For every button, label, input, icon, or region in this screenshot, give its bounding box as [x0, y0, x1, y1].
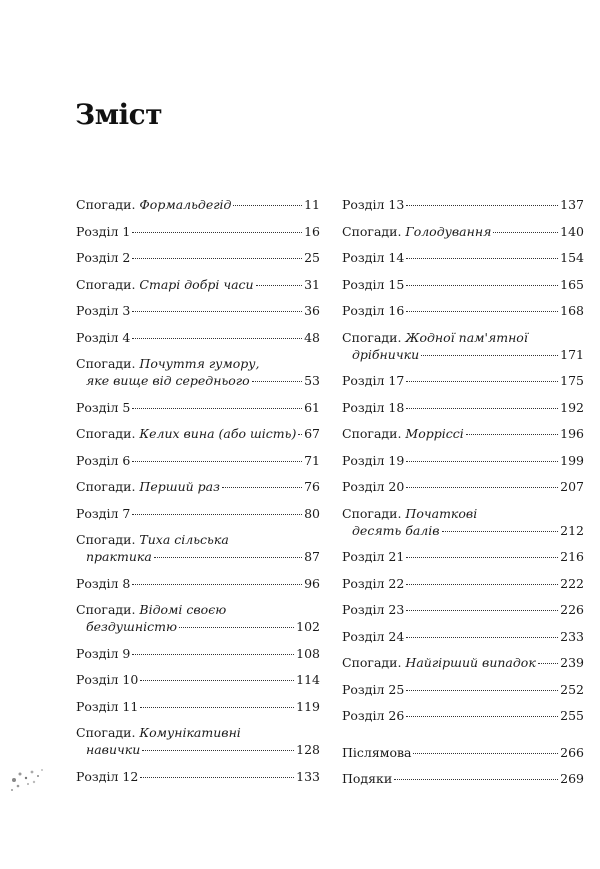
dot-leader — [179, 627, 294, 628]
toc-left-column — [76, 196, 320, 794]
toc-entry-title: Найгірший випадок — [405, 655, 536, 670]
toc-entry — [76, 768, 320, 795]
dot-leader — [421, 355, 558, 356]
toc-right-column — [342, 196, 584, 797]
toc-entry — [342, 276, 584, 303]
toc-entry-label: Спогади. — [76, 532, 136, 547]
toc-entry — [342, 452, 584, 479]
toc-entry-title: навички — [86, 742, 141, 757]
toc-entry — [76, 601, 320, 645]
dot-leader — [406, 408, 558, 409]
toc-entry — [76, 355, 320, 399]
toc-entry-title: Комунікативні — [139, 725, 241, 740]
toc-page-number: 80 — [304, 505, 320, 521]
toc-entry-title: Морріссі — [405, 426, 464, 441]
toc-entry-label: Розділ 2 — [76, 250, 131, 265]
dot-leader — [442, 531, 559, 532]
toc-page-number: 11 — [304, 197, 320, 212]
toc-entry — [342, 601, 584, 628]
toc-entry — [76, 575, 320, 602]
toc-entry-title: Старі добрі часи — [139, 276, 254, 292]
toc-entry-label: Розділ 14 — [342, 250, 405, 265]
toc-entry — [342, 425, 584, 452]
dot-leader — [132, 461, 302, 462]
toc-page-number: 31 — [304, 276, 320, 292]
toc-entry — [76, 478, 320, 505]
toc-entry — [342, 654, 584, 681]
toc-entry-label: Спогади. — [342, 426, 402, 441]
dot-leader — [132, 514, 302, 515]
toc-entry — [342, 329, 584, 373]
toc-entry — [342, 575, 584, 602]
dot-leader — [140, 707, 294, 708]
toc-page-number: 137 — [560, 197, 584, 212]
dot-leader — [252, 381, 302, 382]
page-title: Зміст — [75, 98, 163, 131]
toc-entry-title: Голодування — [405, 223, 492, 239]
dot-leader — [538, 663, 558, 664]
dot-leader — [413, 753, 558, 754]
toc-entry-label: Спогади. — [76, 479, 136, 494]
toc-entry-label: Розділ 9 — [76, 645, 131, 661]
toc-page-number: 48 — [304, 329, 320, 345]
dot-leader — [406, 637, 558, 638]
toc-entry-label: Спогади. — [76, 197, 136, 212]
toc-page-number: 154 — [560, 250, 584, 265]
dot-leader — [132, 338, 302, 339]
dot-leader — [406, 205, 558, 206]
dot-leader — [298, 434, 302, 435]
dot-leader — [132, 584, 302, 585]
toc-page-number: 102 — [296, 619, 320, 634]
ink-smudge — [4, 760, 48, 796]
toc-page-number: 140 — [560, 223, 584, 239]
toc-entry-label: Розділ 8 — [76, 575, 131, 591]
toc-page-number: 53 — [304, 373, 320, 388]
dot-leader — [406, 381, 558, 382]
toc-entry-label: Спогади. — [76, 356, 136, 371]
toc-page-number: 108 — [296, 645, 320, 661]
toc-entry-label: Спогади. — [76, 725, 136, 740]
toc-entry-label: Розділ 10 — [76, 672, 139, 687]
toc-entry-label: Спогади. — [76, 276, 136, 292]
dot-leader — [132, 232, 302, 233]
toc-page-number: 71 — [304, 452, 320, 468]
toc-entry — [76, 698, 320, 725]
toc-entry-label: Розділ 23 — [342, 602, 405, 617]
toc-entry-label: Розділ 3 — [76, 303, 131, 318]
dot-leader — [406, 311, 558, 312]
toc-page-number: 175 — [560, 373, 584, 388]
toc-entry — [76, 724, 320, 768]
dot-leader — [493, 232, 558, 233]
toc-entry-title: Келих вина (або шість) — [139, 426, 297, 441]
toc-entry-label: Спогади. — [76, 602, 136, 617]
toc-page-number: 222 — [560, 575, 584, 591]
toc-page-number: 266 — [560, 744, 584, 760]
toc-entry — [76, 302, 320, 329]
toc-entry — [76, 399, 320, 426]
toc-entry-title: дрібнички — [352, 346, 420, 362]
dot-leader — [406, 461, 558, 462]
toc-entry-label: Розділ 15 — [342, 276, 405, 292]
toc-entry-label: Розділ 5 — [76, 399, 131, 415]
dot-leader — [406, 557, 558, 558]
dot-leader — [406, 690, 558, 691]
toc-page-number: 199 — [560, 452, 584, 468]
dot-leader — [132, 258, 302, 259]
toc-entry — [342, 707, 584, 734]
toc-entry — [76, 425, 320, 452]
dot-leader — [140, 680, 294, 681]
toc-entry-title: Почуття гумору, — [139, 356, 260, 371]
toc-entry-label: Спогади. — [342, 505, 402, 521]
toc-entry-title: Відомі своєю — [139, 602, 227, 617]
toc-entry-label: Розділ 21 — [342, 549, 405, 564]
dot-leader — [406, 610, 558, 611]
dot-leader — [406, 716, 558, 717]
dot-leader — [222, 487, 302, 488]
toc-entry-title: десять балів — [352, 522, 440, 538]
dot-leader — [233, 205, 302, 206]
toc-page-number: 128 — [296, 742, 320, 757]
dot-leader — [394, 779, 558, 780]
toc-entry-label: Розділ 12 — [76, 768, 139, 784]
dot-leader — [406, 285, 558, 286]
toc-page-number: 216 — [560, 549, 584, 564]
dot-leader — [132, 654, 294, 655]
toc-entry — [342, 548, 584, 575]
toc-page-number: 67 — [304, 426, 320, 441]
toc-entry-label: Розділ 13 — [342, 197, 405, 212]
toc-entry-title: практика — [86, 549, 152, 564]
toc-entry — [342, 681, 584, 708]
dot-leader — [140, 777, 294, 778]
toc-entry — [342, 196, 584, 223]
toc-entry-label: Розділ 1 — [76, 223, 131, 239]
toc-entry-label: Розділ 25 — [342, 681, 405, 697]
toc-page-number: 255 — [560, 708, 584, 723]
toc-entry — [342, 744, 584, 771]
dot-leader — [256, 285, 302, 286]
toc-entry — [342, 249, 584, 276]
toc-page-number: 212 — [560, 522, 584, 538]
toc-entry — [342, 478, 584, 505]
toc-page-number: 171 — [560, 346, 584, 362]
toc-entry — [76, 671, 320, 698]
toc-page-number: 133 — [296, 768, 320, 784]
dot-leader — [132, 311, 302, 312]
toc-page-number: 207 — [560, 479, 584, 494]
toc-entry — [342, 223, 584, 250]
dot-leader — [132, 408, 302, 409]
toc-entry — [76, 329, 320, 356]
toc-entry-label: Спогади. — [76, 426, 136, 441]
toc-entry — [76, 645, 320, 672]
toc-page-number: 96 — [304, 575, 320, 591]
toc-entry — [76, 276, 320, 303]
toc-page-number: 196 — [560, 426, 584, 441]
toc-entry-label: Розділ 22 — [342, 575, 405, 591]
toc-entry — [342, 372, 584, 399]
toc-entry-label: Розділ 26 — [342, 708, 405, 723]
toc-page-number: 25 — [304, 250, 320, 265]
toc-entry-title: Тиха сільська — [139, 532, 229, 547]
toc-page-number: 16 — [304, 223, 320, 239]
toc-page-number: 114 — [296, 672, 320, 687]
toc-entry-label: Розділ 17 — [342, 373, 405, 388]
toc-entry — [76, 505, 320, 532]
dot-leader — [406, 258, 558, 259]
toc-page-number: 252 — [560, 681, 584, 697]
toc-entry — [342, 302, 584, 329]
toc-page-number: 233 — [560, 628, 584, 644]
toc-entry-label: Розділ 19 — [342, 452, 405, 468]
toc-page-number: 76 — [304, 479, 320, 494]
toc-entry — [76, 452, 320, 479]
toc-entry-label: Спогади. — [342, 329, 402, 345]
toc-entry-title: Формальдегід — [139, 197, 232, 212]
toc-entry-title: Перший раз — [139, 479, 220, 494]
toc-page-number: 119 — [296, 698, 320, 714]
toc-page-number: 239 — [560, 655, 584, 670]
toc-page-number: 61 — [304, 399, 320, 415]
toc-entry — [342, 628, 584, 655]
toc-entry-label: Розділ 16 — [342, 303, 405, 318]
toc-entry-title: бездушністю — [86, 619, 177, 634]
toc-entry-label: Спогади. — [342, 223, 402, 239]
toc-entry — [342, 770, 584, 797]
toc-page-number: 269 — [560, 771, 584, 786]
dot-leader — [154, 557, 302, 558]
dot-leader — [406, 487, 558, 488]
toc-page-number: 165 — [560, 276, 584, 292]
toc-entry-title: яке вище від середнього — [86, 373, 250, 388]
toc-entry-label: Спогади. — [342, 655, 402, 670]
toc-entry-title: Початкові — [405, 505, 478, 521]
toc-entry — [76, 249, 320, 276]
toc-entry-label: Розділ 24 — [342, 628, 405, 644]
toc-entry-label: Розділ 6 — [76, 452, 131, 468]
toc-entry — [342, 399, 584, 426]
toc-entry-label: Подяки — [342, 771, 393, 786]
toc-entry — [76, 196, 320, 223]
toc-page-number: 36 — [304, 303, 320, 318]
toc-entry — [76, 531, 320, 575]
toc-entry — [76, 223, 320, 250]
dot-leader — [142, 750, 294, 751]
toc-entry-label: Розділ 7 — [76, 505, 131, 521]
toc-entry — [342, 505, 584, 549]
toc-page-number: 168 — [560, 303, 584, 318]
toc-entry-label: Розділ 4 — [76, 329, 131, 345]
dot-leader — [466, 434, 558, 435]
dot-leader — [406, 584, 558, 585]
toc-entry-label: Розділ 18 — [342, 399, 405, 415]
toc-page-number: 192 — [560, 399, 584, 415]
toc-entry-title: Жодної пам'ятної — [405, 329, 528, 345]
toc-entry-label: Післямова — [342, 744, 412, 760]
toc-entry-label: Розділ 20 — [342, 479, 405, 494]
toc-page-number: 87 — [304, 549, 320, 564]
toc-entry-label: Розділ 11 — [76, 698, 139, 714]
toc-page-number: 226 — [560, 602, 584, 617]
